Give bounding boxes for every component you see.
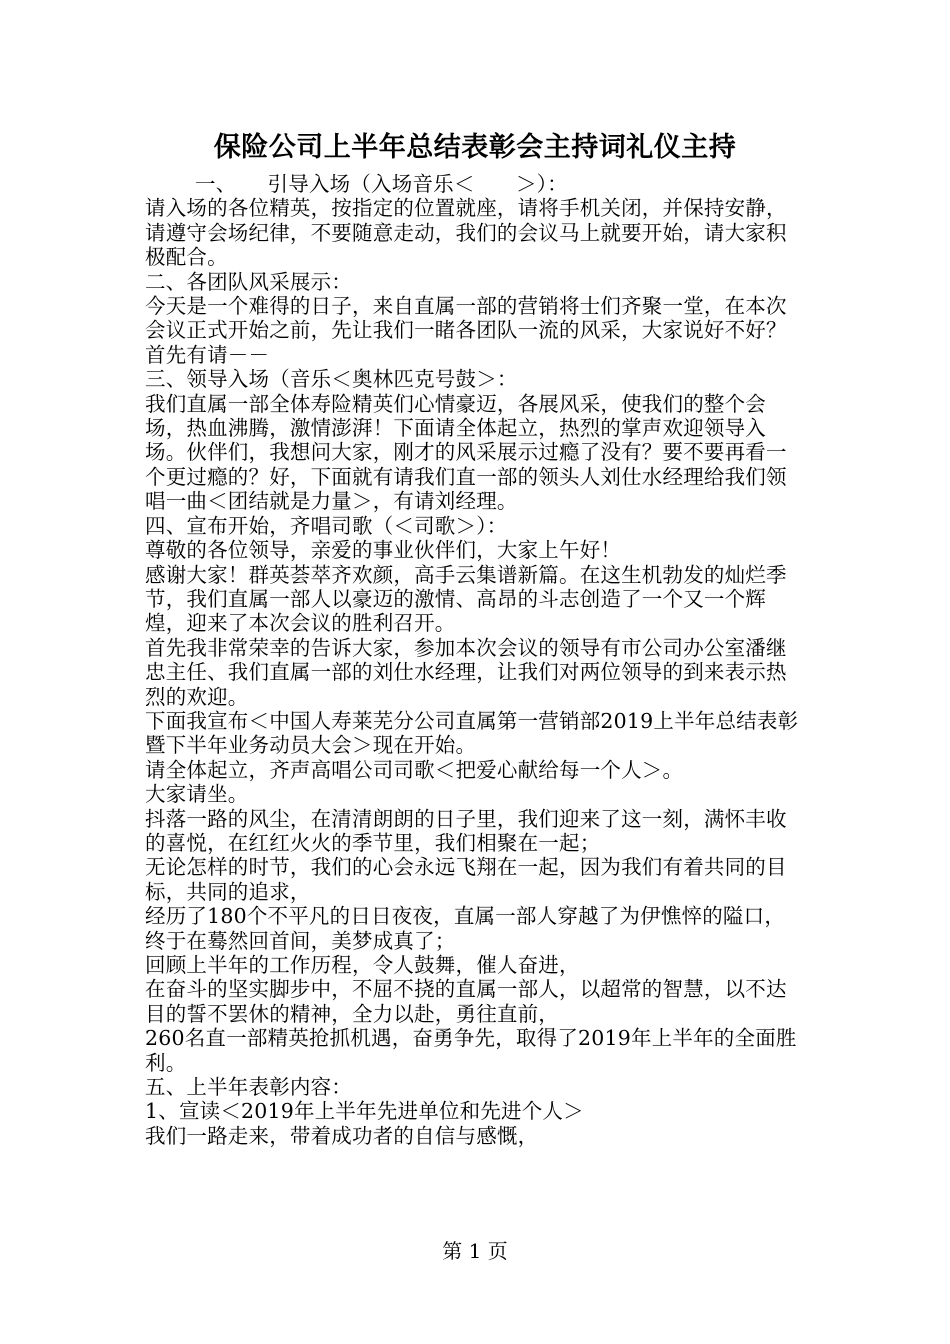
paragraph: 抖落一路的风尘，在清清朗朗的日子里，我们迎来了这一刻，满怀丰收的喜悦，在红红火火的季节里，我们相聚在一起；	[145, 806, 787, 855]
paragraph: 今天是一个难得的日子，来自直属一部的营销将士们齐聚一堂，在本次会议正式开始之前，先让我们一睹各团队一流的风采，大家说好不好？	[145, 294, 787, 343]
paragraph: 一、 引导入场（入场音乐＜ ＞）：	[195, 172, 568, 196]
paragraph: 请入场的各位精英，按指定的位置就座，请将手机关闭，并保持安静，请遵守会场纪律，不要随意走动，我们的会议马上就要开始，请大家积极配合。	[145, 196, 787, 270]
section-heading: 五、上半年表彰内容：	[145, 1075, 352, 1100]
paragraph: 首先我非常荣幸的告诉大家，参加本次会议的领导有市公司办公室潘继忠主任、我们直属一部的刘仕水经理，让我们对两位领导的到来表示热烈的欢迎。	[145, 635, 787, 709]
paragraph: 在奋斗的坚实脚步中，不屈不挠的直属一部人，以超常的智慧，以不达目的誓不罢休的精神，全力以赴，勇往直前，	[145, 977, 787, 1026]
paragraph: 回顾上半年的工作历程，令人鼓舞，催人奋进，	[145, 953, 580, 977]
paragraph: 我们一路走来，带着成功者的自信与感慨，	[145, 1123, 539, 1148]
document-body	[145, 172, 805, 1148]
document-title: 保险公司上半年总结表彰会主持词礼仪主持	[213, 132, 737, 163]
paragraph: 经历了180个不平凡的日日夜夜，直属一部人穿越了为伊憔悴的隘口，终于在蓦然回首间，美梦成真了；	[145, 904, 786, 953]
paragraph: 1、宣读＜2019年上半年先进单位和先进个人＞	[145, 1099, 584, 1124]
paragraph: 260名直一部精英抢抓机遇，奋勇争先，取得了2019年上半年的全面胜利。	[145, 1026, 797, 1075]
paragraph: 尊敬的各位领导，亲爱的事业伙伴们，大家上午好！	[145, 538, 622, 563]
paragraph: 我们直属一部全体寿险精英们心情豪迈，各展风采，使我们的整个会场，热血沸腾，激情澎湃！下面请全体起立，热烈的掌声欢迎领导入场。伙伴们，我想问大家，刚才的风采展示过瘾了没有？要不要再看一个更过瘾的？好，下面就有请我们直一部的领头人刘仕水经理给我们领唱一曲＜团结就是力量＞，有请刘经理。	[145, 391, 787, 514]
paragraph: 下面我宣布＜中国人寿莱芜分公司直属第一营销部2019上半年总结表彰暨下半年业务动员大会＞现在开始。	[145, 708, 799, 758]
section-heading: 三、领导入场（音乐＜奥林匹克号鼓＞：	[145, 367, 518, 392]
page-number: 第 1 页	[442, 1239, 508, 1263]
paragraph: 请全体起立，齐声高唱公司司歌＜把爱心献给每一个人＞。	[145, 757, 684, 782]
paragraph: 大家请坐。	[145, 782, 249, 807]
paragraph: 感谢大家！群英荟萃齐欢颜，高手云集谱新篇。在这生机勃发的灿烂季节，我们直属一部人以豪迈的激情、高昂的斗志创造了一个又一个辉煌，迎来了本次会议的胜利召开。	[145, 562, 787, 636]
paragraph: 无论怎样的时节，我们的心会永远飞翔在一起，因为我们有着共同的目标，共同的追求，	[145, 855, 787, 904]
section-heading: 二、各团队风采展示：	[145, 269, 352, 294]
paragraph: 首先有请－－	[145, 342, 270, 367]
section-heading: 四、宣布开始，齐唱司歌（＜司歌＞）：	[145, 513, 508, 538]
